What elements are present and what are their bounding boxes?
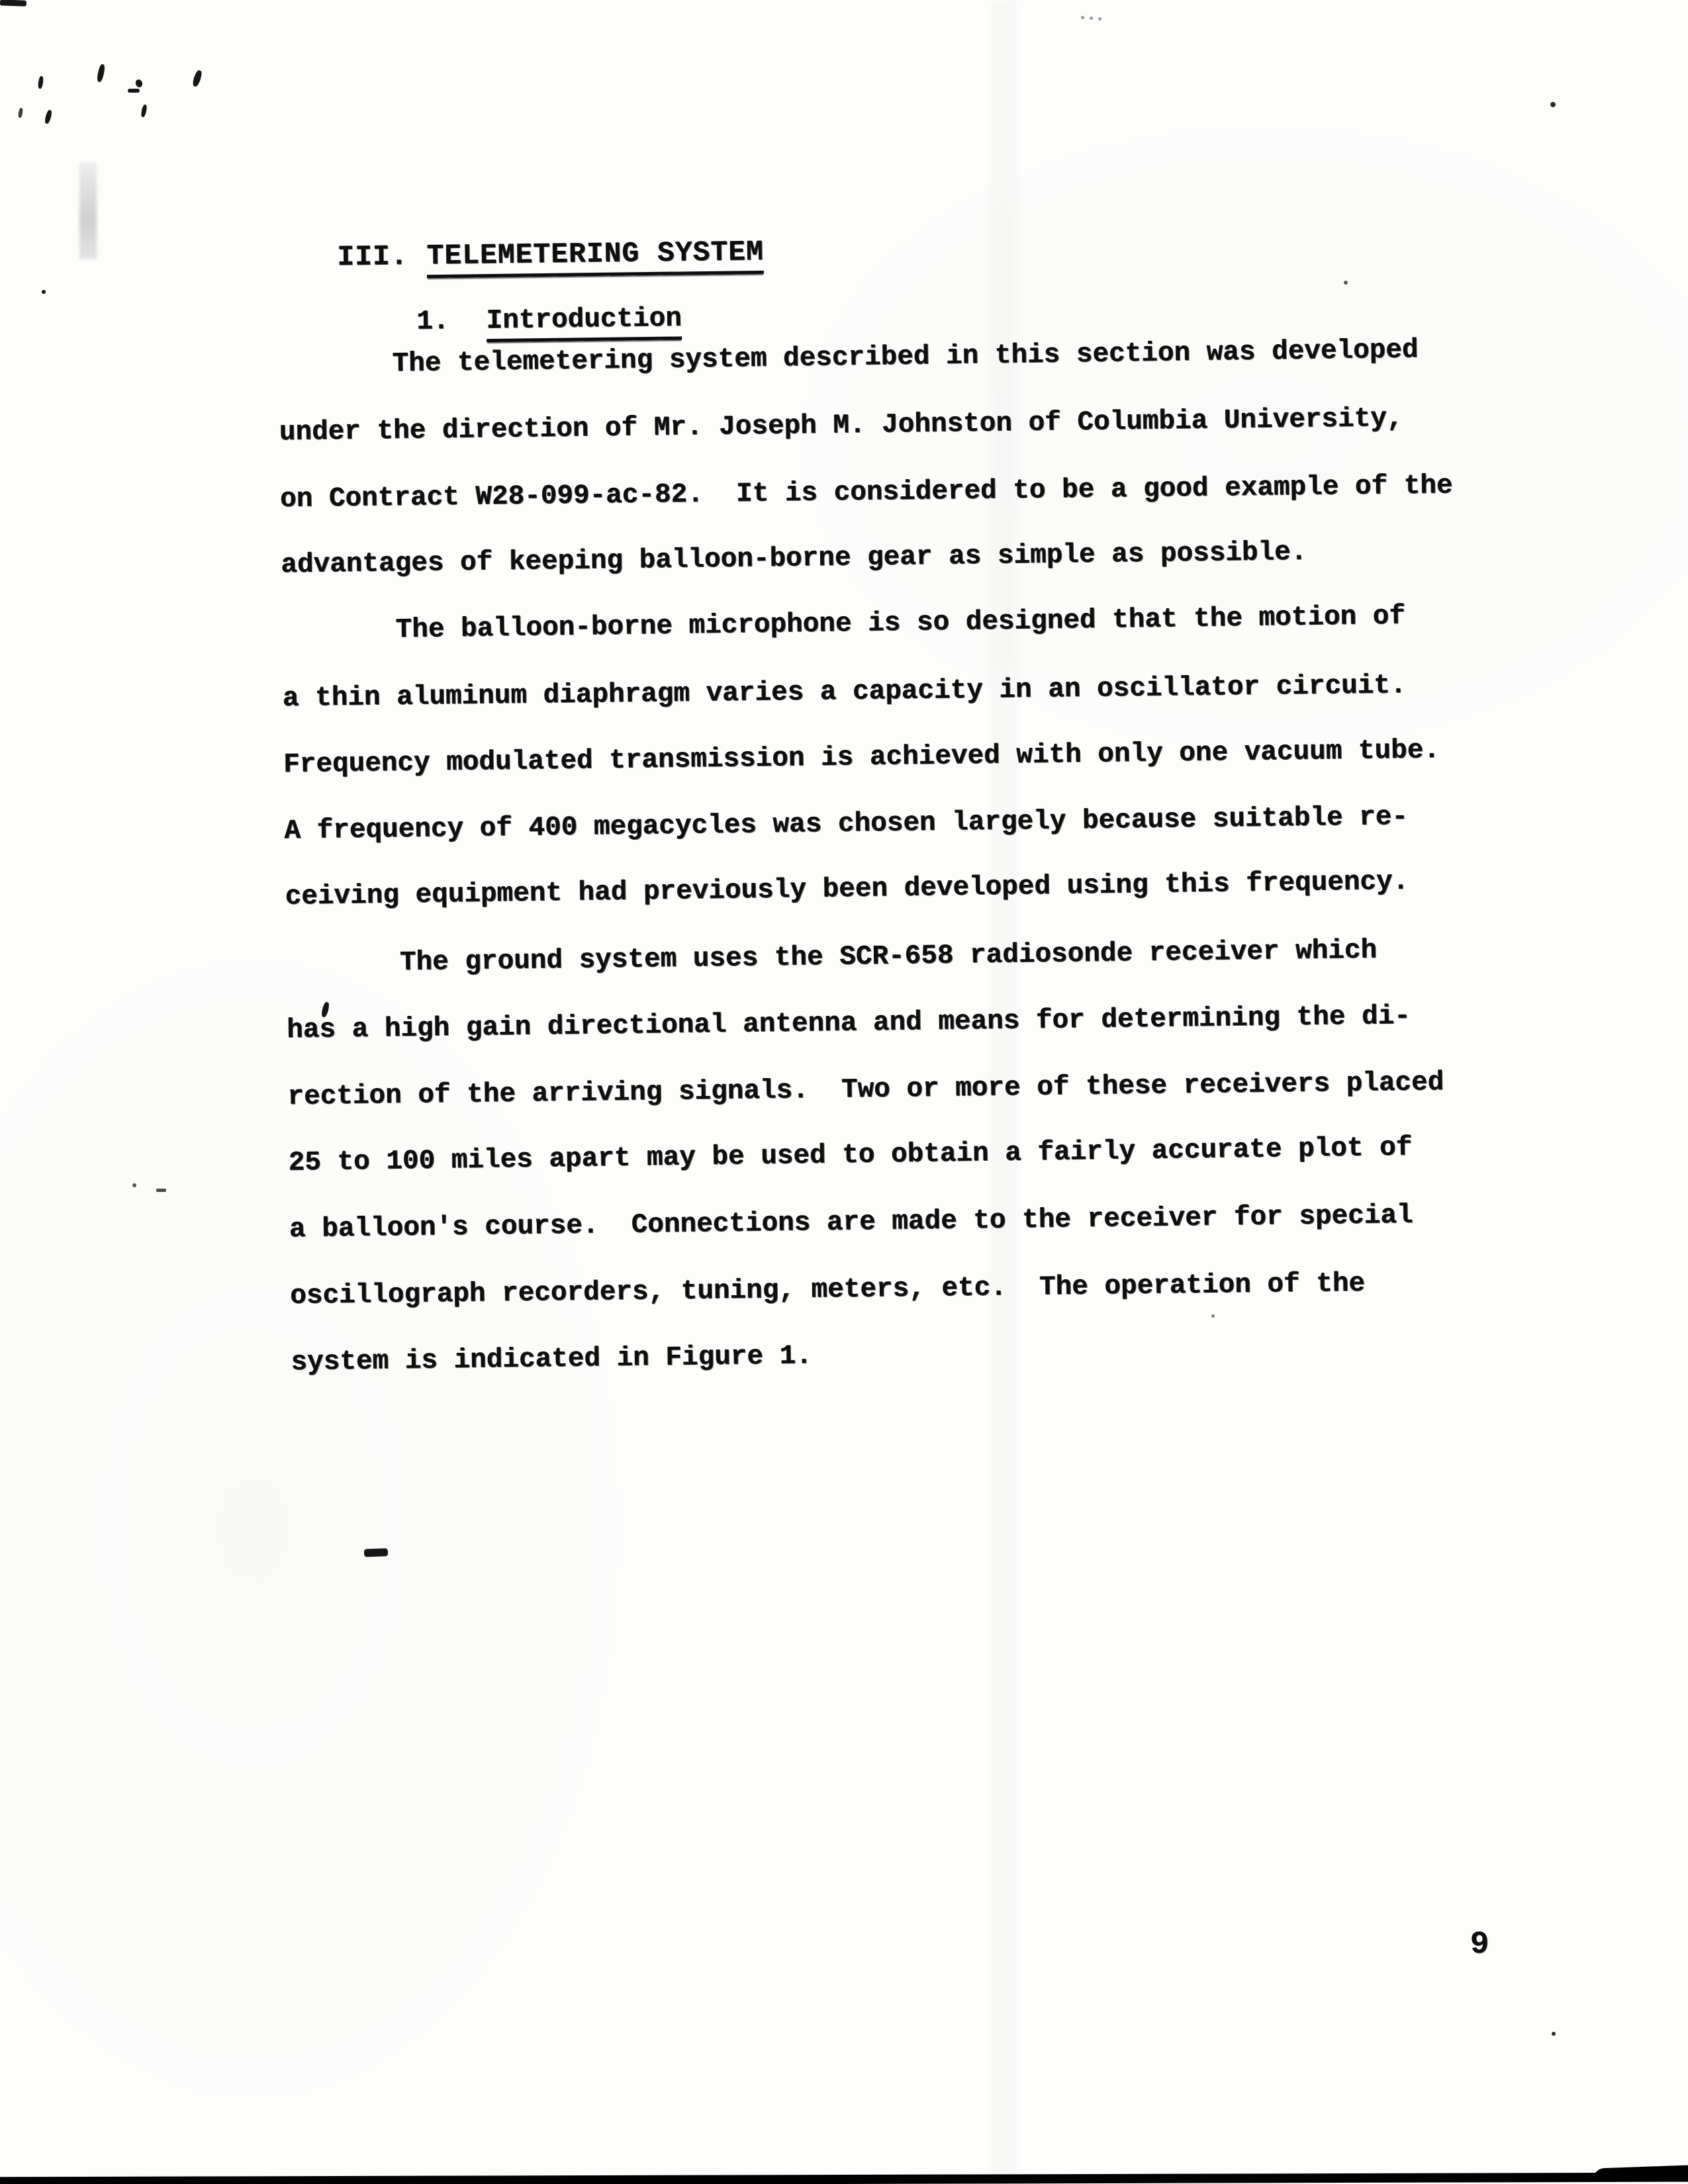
- text-line: system is indicated in Figure 1.: [291, 1340, 813, 1378]
- page-number: 9: [1470, 1927, 1489, 1963]
- text-line: rection of the arriving signals. Two or more of these receivers placed: [287, 1068, 1444, 1113]
- text-line: 25 to 100 miles apart may be used to obtain a fairly accurate plot of: [288, 1132, 1413, 1179]
- text-line: A frequency of 400 megacycles was chosen largely because suitable re-: [284, 801, 1409, 846]
- text-line: Frequency modulated transmission is achieved with only one vacuum tube.: [283, 735, 1440, 781]
- text-line: under the direction of Mr. Joseph M. Johnston of Columbia University,: [279, 403, 1403, 449]
- section-heading-number: III.: [337, 240, 408, 273]
- text-line: oscillograph recorders, tuning, meters, etc. The operation of the: [290, 1269, 1366, 1312]
- subsection-title: Introduction: [486, 303, 682, 342]
- text-line: advantages of keeping balloon-borne gear as simple as possible.: [281, 537, 1307, 581]
- body-text: [278, 318, 1464, 1396]
- text-line: has a high gain directional antenna and means for determining the di-: [286, 1001, 1411, 1046]
- text-line: The balloon-borne microphone is so designed that the motion of: [395, 600, 1406, 645]
- subsection-number: 1.: [416, 306, 449, 338]
- text-line: on Contract W28-099-ac-82. It is considered to be a good example of the: [279, 470, 1453, 515]
- text-line: ceiving equipment had previously been developed using this frequency.: [285, 866, 1409, 913]
- text-line: a balloon's course. Connections are made to the receiver for special: [289, 1200, 1413, 1246]
- text-line: The telemetering system described in this section was developed: [392, 335, 1419, 380]
- text-line: The ground system uses the SCR-658 radiosonde receiver which: [399, 934, 1378, 978]
- section-heading-title: TELEMETERING SYSTEM: [426, 236, 764, 278]
- text-line: a thin aluminum diaphragm varies a capacity in an oscillator circuit.: [282, 670, 1407, 714]
